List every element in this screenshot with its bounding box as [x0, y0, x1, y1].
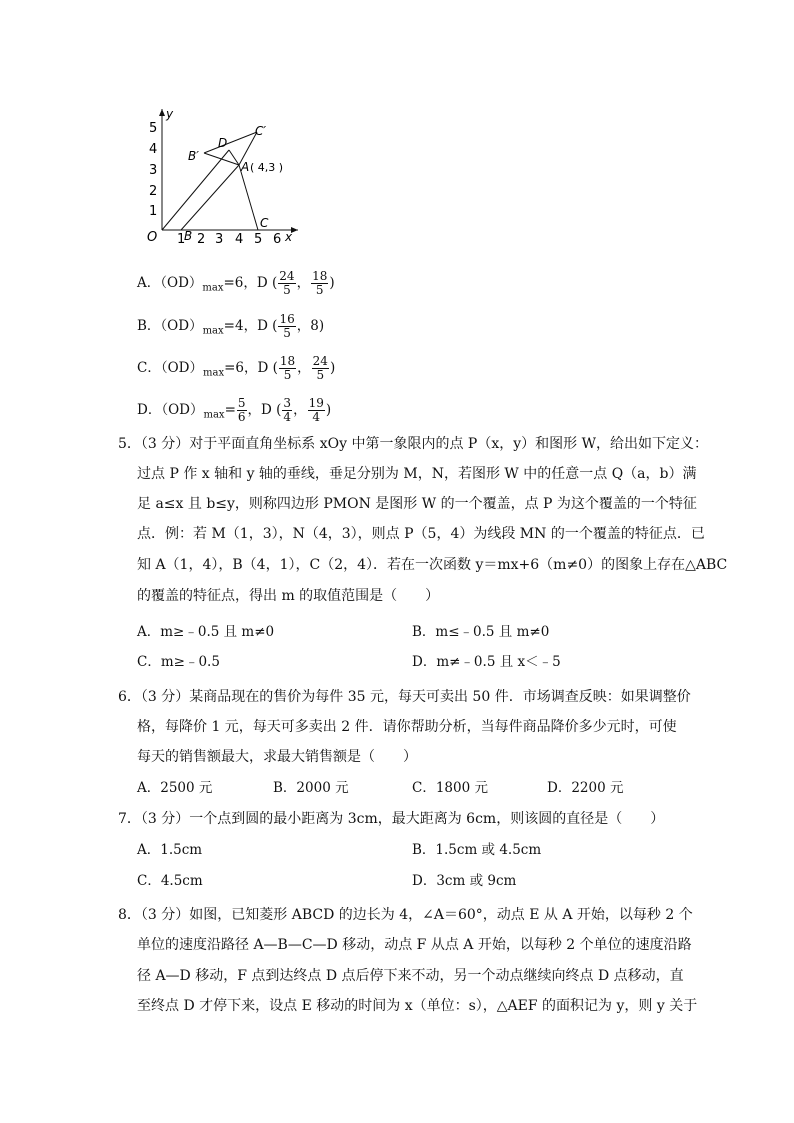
- option-sep: ，: [297, 360, 311, 376]
- option-expr: （OD）: [160, 318, 203, 334]
- x-tick: 5: [254, 232, 263, 245]
- fraction: [278, 270, 295, 297]
- y-tick: 3: [149, 163, 158, 178]
- point-Bprime-label: B′: [188, 149, 199, 163]
- fraction: [308, 397, 325, 424]
- numerator: 24: [279, 269, 295, 283]
- q5-stem-line: 的覆盖的特征点，得出 m 的取值范围是（ ）: [137, 588, 440, 604]
- point-Cprime-label: C′: [255, 124, 267, 138]
- denominator: 5: [315, 283, 324, 297]
- q4-option-d[interactable]: [137, 397, 331, 426]
- option-eq: =4，D (: [223, 318, 278, 334]
- fraction: [312, 355, 329, 382]
- x-axis-label: x: [285, 230, 293, 244]
- denominator: 4: [283, 410, 292, 424]
- q5-option-a[interactable]: A．m≥﹣0.5 且 m≠0: [137, 624, 275, 640]
- option-expr: （OD）: [161, 402, 204, 418]
- point-A-label: A: [241, 160, 250, 174]
- option-expr: （OD）: [160, 275, 203, 291]
- y-tick: 1: [149, 204, 158, 219]
- y-axis-label: y: [166, 107, 174, 121]
- segment-DA: [229, 150, 239, 165]
- q5-option-d[interactable]: D．m≠﹣0.5 且 x＜﹣5: [412, 654, 561, 670]
- option-eq: =6，D (: [223, 275, 278, 291]
- option-letter: B．: [137, 318, 161, 334]
- option-sub: max: [202, 282, 224, 294]
- option-expr: （OD）: [160, 360, 203, 376]
- q7-option-d[interactable]: D．3cm 或 9cm: [412, 873, 517, 889]
- q5-stem-line: 知 A（1，4），B（4，1），C（2，4）．若在一次函数 y＝mx+6（m≠0）的图象上存在△ABC: [137, 557, 728, 573]
- y-tick: 4: [149, 142, 158, 157]
- x-tick: 1: [177, 232, 186, 245]
- numerator: 18: [312, 269, 328, 283]
- q4-option-b[interactable]: [137, 313, 324, 342]
- origin-label: O: [147, 230, 158, 245]
- q5-option-c[interactable]: C．m≥﹣0.5: [137, 654, 220, 670]
- x-tick: 2: [197, 232, 206, 245]
- option-end: ): [329, 275, 335, 291]
- q8-stem-line: 至终点 D 才停下来，设点 E 移动的时间为 x（单位：s），△AEF 的面积记为 y，则 y 关于: [137, 998, 698, 1014]
- x-tick: 6: [273, 232, 282, 245]
- point-C-label: C: [260, 216, 269, 230]
- fraction: [279, 355, 296, 382]
- q4-option-c[interactable]: [137, 355, 335, 384]
- q6-stem-line: 每天的销售额最大，求最大销售额是（ ）: [137, 749, 417, 765]
- option-letter: C．: [137, 360, 161, 376]
- q5-stem-line: 过点 P 作 x 轴和 y 轴的垂线，垂足分别为 M，N，若图形 W 中的任意一点 Q（a，b）满: [137, 466, 697, 482]
- option-eq: =: [224, 402, 236, 418]
- option-end: ): [325, 402, 332, 418]
- y-tick: 5: [149, 121, 158, 136]
- q8-stem-line: 单位的速度沿路径 A—B—C—D 移动，动点 F 从点 A 开始，以每秒 2 个单位的速度沿路: [137, 937, 692, 953]
- q7-option-b[interactable]: B．1.5cm 或 4.5cm: [412, 842, 542, 858]
- q5-stem-line: 点．例：若 M（1，3），N（4，3），则点 P（5，4）为线段 MN 的一个覆盖的特征点．已: [137, 526, 705, 542]
- x-tick: 4: [235, 232, 244, 245]
- segment-AC: [239, 165, 258, 230]
- option-end: ): [329, 360, 336, 376]
- q7-option-a[interactable]: A．1.5cm: [137, 842, 203, 858]
- q7-stem-line: 7．（3 分）一个点到圆的最小距离为 3cm，最大距离为 6cm，则该圆的直径是（ ）: [118, 811, 665, 827]
- q5-stem-line: 5．（3 分）对于平面直角坐标系 xOy 中第一象限内的点 P（x，y）和图形 W，给出如下定义：: [118, 436, 708, 452]
- denominator: 5: [283, 283, 291, 297]
- q5-option-b[interactable]: B．m≤﹣0.5 且 m≠0: [412, 624, 550, 640]
- fraction: [278, 313, 295, 340]
- numerator: 3: [283, 396, 292, 410]
- option-tail: 8): [310, 318, 325, 334]
- option-letter: A．: [137, 275, 161, 291]
- q8-stem-line: 径 A—D 移动，F 点到达终点 D 点后停下来不动，另一个动点继续向终点 D 点移动，直: [137, 968, 684, 984]
- denominator: 5: [316, 368, 325, 382]
- denominator: 4: [312, 410, 321, 424]
- numerator: 24: [312, 354, 328, 368]
- q6-option-a[interactable]: A．2500 元: [137, 780, 213, 796]
- q5-stem-line: 足 a≤x 且 b≤y，则称四边形 PMON 是图形 W 的一个覆盖，点 P 为这个覆盖的一个特征: [137, 496, 697, 512]
- point-A-coord: ( 4,3 ): [250, 161, 284, 174]
- option-sep: ，: [296, 318, 311, 334]
- y-tick: 2: [149, 184, 158, 199]
- numerator: 5: [237, 396, 246, 410]
- option-eq: =6，D (: [224, 360, 278, 376]
- denominator: 6: [237, 410, 246, 424]
- q6-option-c[interactable]: C．1800 元: [412, 780, 488, 796]
- option-letter: D．: [137, 402, 162, 418]
- point-B-label: B: [184, 229, 193, 243]
- point-D-label: D: [218, 136, 228, 150]
- coordinate-figure: [140, 105, 310, 245]
- q6-option-b[interactable]: B．2000 元: [273, 780, 349, 796]
- option-sub: max: [203, 409, 225, 421]
- q8-stem-line: 8．（3 分）如图，已知菱形 ABCD 的边长为 4，∠A＝60°，动点 E 从 A 开始，以每秒 2 个: [118, 907, 693, 923]
- numerator: 19: [308, 396, 324, 410]
- q7-option-c[interactable]: C．4.5cm: [137, 873, 203, 889]
- numerator: 16: [279, 312, 295, 326]
- numerator: 18: [279, 354, 296, 368]
- denominator: 5: [283, 326, 291, 340]
- option-sep: ，: [296, 275, 311, 291]
- option-eq: ，D (: [247, 402, 282, 418]
- denominator: 5: [283, 368, 292, 382]
- fraction: [311, 270, 328, 297]
- q6-option-d[interactable]: D．2200 元: [547, 780, 624, 796]
- x-tick: 3: [215, 232, 224, 245]
- q6-stem-line: 格，每降价 1 元，每天可多卖出 2 件．请你帮助分析，当每件商品降价多少元时，可使: [137, 719, 677, 735]
- option-sub: max: [202, 325, 224, 337]
- q6-stem-line: 6．（3 分）某商品现在的售价为每件 35 元，每天可卖出 50 件．市场调查反映：如果调整价: [118, 689, 691, 705]
- q4-option-a[interactable]: [137, 270, 335, 299]
- fraction: [282, 397, 292, 424]
- option-sub: max: [203, 367, 225, 379]
- segment-BpCp: [204, 132, 257, 153]
- fraction: [237, 397, 247, 424]
- segment-BpA: [204, 153, 239, 165]
- option-sep: ，: [293, 402, 307, 418]
